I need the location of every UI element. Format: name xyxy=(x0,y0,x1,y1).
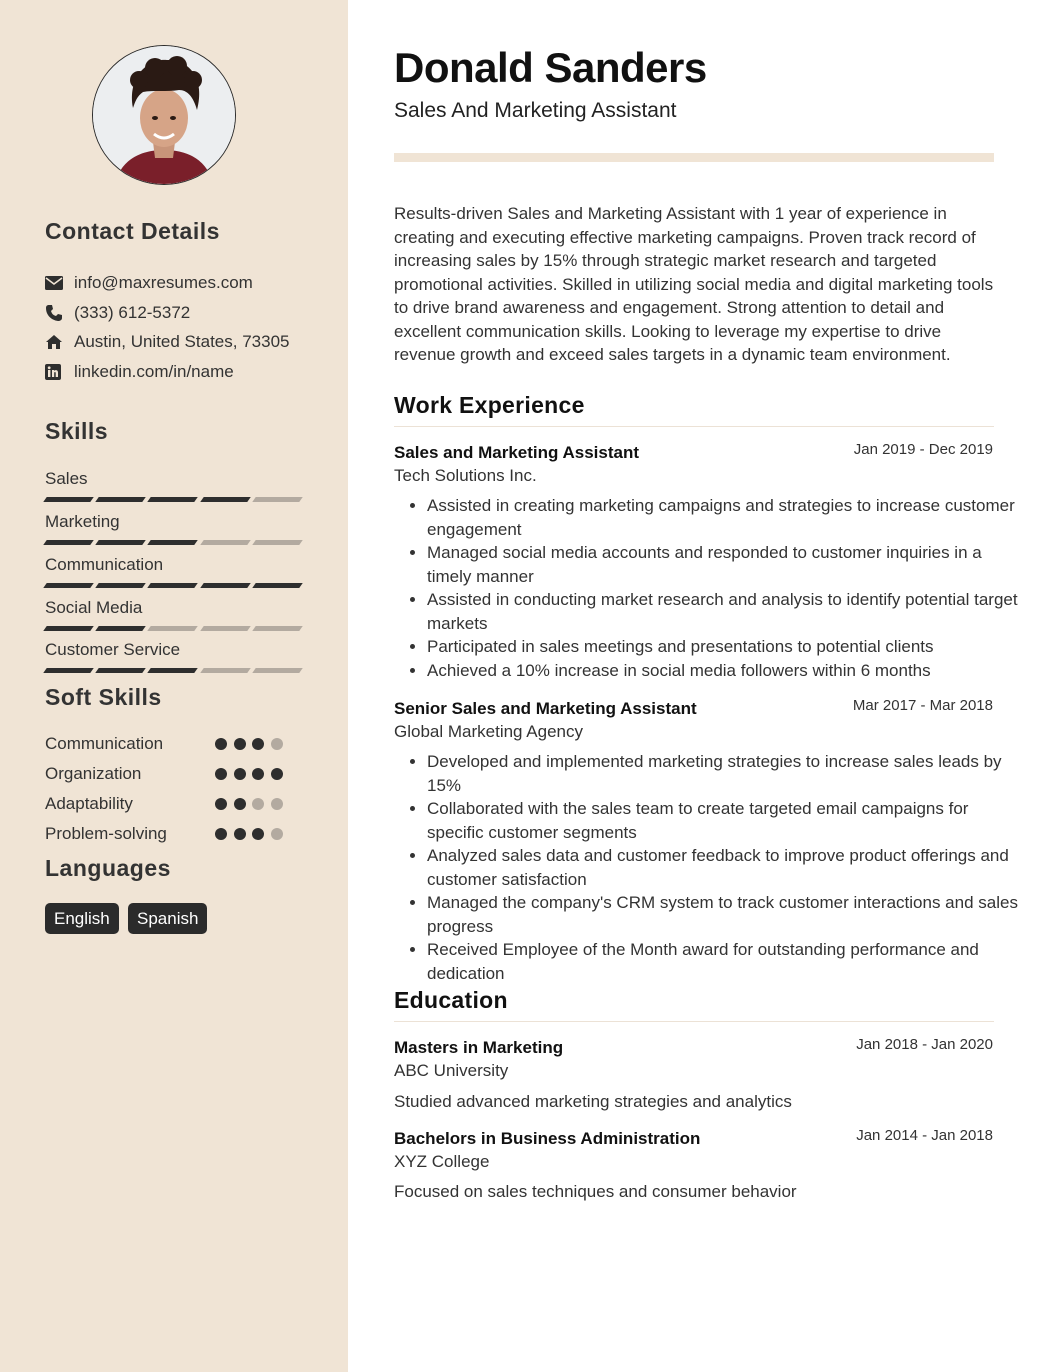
skill-level-segment xyxy=(252,668,303,673)
languages-heading: Languages xyxy=(45,855,171,881)
soft-skill-dot xyxy=(252,768,264,780)
soft-skill-dot xyxy=(252,798,264,810)
skill-level-segment xyxy=(148,668,199,673)
soft-skill-dot xyxy=(234,768,246,780)
skill-level-bars xyxy=(45,583,301,588)
job-bullet: • Achieved a 10% increase in social media followers within 6 months xyxy=(427,659,1027,683)
skill-label: Communication xyxy=(45,555,164,574)
soft-skill-dot xyxy=(271,768,283,780)
summary: Results-driven Sales and Marketing Assistant with 1 year of experience in creating and executing effective marketing campaigns. Proven track record of increasing sales by 15% through strategic market research and targeted promotional activities. Skilled in utilizing social media and digital marketing tools to drive brand awareness and engagement. Strong attention to detail and excellent communication skills. Looking to leverage my expertise to drive revenue growth and exceed sales targets in a dynamic team environment. xyxy=(394,204,994,364)
soft-skill-label: Communication xyxy=(45,734,164,753)
job-bullet: • Developed and implemented marketing strategies to increase sales leads by 15% xyxy=(427,750,1027,797)
skill-level-segment xyxy=(148,540,199,545)
linkedin-icon xyxy=(45,363,63,381)
skill-label: Social Media xyxy=(45,598,143,617)
soft-skill-dot xyxy=(215,738,227,750)
skill-level-segment xyxy=(95,583,146,588)
skill-item xyxy=(45,597,301,631)
education-heading: Education xyxy=(394,987,508,1013)
edu-school: ABC University xyxy=(394,1061,509,1080)
skill-level-segment xyxy=(200,626,251,631)
header-divider xyxy=(394,153,994,162)
edu-dates: Jan 2018 - Jan 2020 xyxy=(856,1036,993,1053)
soft-skill-dot xyxy=(271,798,283,810)
soft-skill-label: Adaptability xyxy=(45,794,133,813)
skill-level-segment xyxy=(43,668,94,673)
soft-skill-dot xyxy=(215,798,227,810)
edu-degree: Masters in Marketing xyxy=(394,1038,564,1057)
envelope-icon xyxy=(45,274,63,292)
skill-level-segment xyxy=(252,497,303,502)
phone-icon xyxy=(45,304,63,322)
skill-level-segment xyxy=(95,668,146,673)
language-pill: Spanish xyxy=(128,903,207,934)
job-bullet: • Managed the company's CRM system to track customer interactions and sales progress xyxy=(427,891,1027,938)
skill-level-bars xyxy=(45,668,301,673)
profile-photo xyxy=(92,45,236,185)
skill-item xyxy=(45,468,301,502)
job-bullet: • Assisted in conducting market research and analysis to identify potential target markets xyxy=(427,588,1027,635)
home-icon xyxy=(45,333,63,351)
candidate-name: Donald Sanders xyxy=(394,44,707,91)
skill-level-segment xyxy=(200,583,251,588)
contact-email[interactable] xyxy=(45,272,253,294)
skill-level-segment xyxy=(148,497,199,502)
email-text: info@maxresumes.com xyxy=(74,273,253,292)
skill-level-segment xyxy=(43,626,94,631)
phone-text: (333) 612-5372 xyxy=(74,303,191,322)
contact-linkedin[interactable] xyxy=(45,361,234,383)
contact-phone[interactable] xyxy=(45,302,190,324)
job-bullets xyxy=(394,750,1027,985)
soft-skill-dot xyxy=(234,738,246,750)
soft-skill-label: Organization xyxy=(45,764,142,783)
skill-level-segment xyxy=(252,540,303,545)
work-heading: Work Experience xyxy=(394,392,585,418)
job-title: Sales and Marketing Assistant xyxy=(394,443,640,462)
skill-level-segment xyxy=(43,540,94,545)
skill-level-bars xyxy=(45,497,301,502)
linkedin-text: linkedin.com/in/name xyxy=(74,362,234,381)
job-bullet: • Participated in sales meetings and presentations to potential clients xyxy=(427,635,1027,659)
skill-level-segment xyxy=(252,583,303,588)
skill-level-segment xyxy=(252,626,303,631)
skill-level-segment xyxy=(200,540,251,545)
soft-skill-dot xyxy=(234,798,246,810)
contact-address xyxy=(45,331,289,353)
sidebar xyxy=(0,0,348,1372)
skill-level-segment xyxy=(43,583,94,588)
skill-item xyxy=(45,511,301,545)
edu-degree: Bachelors in Business Administration xyxy=(394,1129,701,1148)
edu-school: XYZ College xyxy=(394,1152,490,1171)
soft-skill-label: Problem-solving xyxy=(45,824,167,843)
soft-skill-dot xyxy=(271,738,283,750)
edu-description: Focused on sales techniques and consumer behavior xyxy=(394,1182,797,1201)
skill-level-segment xyxy=(95,626,146,631)
skill-level-segment xyxy=(148,583,199,588)
soft-skill-dot xyxy=(271,828,283,840)
skill-level-segment xyxy=(95,540,146,545)
job-bullet: • Assisted in creating marketing campaigns and strategies to increase customer engagement xyxy=(427,494,1027,541)
soft-skill-dot xyxy=(234,828,246,840)
skill-level-bars xyxy=(45,540,301,545)
skill-label: Customer Service xyxy=(45,640,181,659)
soft-skill-dot xyxy=(252,828,264,840)
address-text: Austin, United States, 73305 xyxy=(74,332,290,351)
job-company: Global Marketing Agency xyxy=(394,722,583,741)
soft-skill-dot xyxy=(252,738,264,750)
edu-dates: Jan 2014 - Jan 2018 xyxy=(856,1127,993,1144)
skill-item xyxy=(45,554,301,588)
soft-skill-dot xyxy=(215,828,227,840)
job-bullet: • Analyzed sales data and customer feedback to improve product offerings and customer satisfaction xyxy=(427,844,1027,891)
job-bullets xyxy=(394,494,1027,682)
section-divider xyxy=(394,426,994,427)
skill-label: Marketing xyxy=(45,512,120,531)
skill-label: Sales xyxy=(45,469,88,488)
skill-level-segment xyxy=(148,626,199,631)
skill-level-segment xyxy=(200,668,251,673)
contact-heading: Contact Details xyxy=(45,218,220,244)
soft-skill-dot xyxy=(215,768,227,780)
job-company: Tech Solutions Inc. xyxy=(394,466,537,485)
job-dates: Jan 2019 - Dec 2019 xyxy=(853,441,993,458)
skill-level-bars xyxy=(45,626,301,631)
language-pill: English xyxy=(45,903,119,934)
soft-skills-heading: Soft Skills xyxy=(45,684,162,710)
skill-level-segment xyxy=(95,497,146,502)
job-bullet: • Received Employee of the Month award for outstanding performance and dedication xyxy=(427,938,1027,985)
job-bullet: • Collaborated with the sales team to create targeted email campaigns for specific customer segments xyxy=(427,797,1027,844)
section-divider xyxy=(394,1021,994,1022)
skills-heading: Skills xyxy=(45,418,109,444)
job-title: Senior Sales and Marketing Assistant xyxy=(394,699,697,718)
skill-level-segment xyxy=(43,497,94,502)
skill-item xyxy=(45,639,301,673)
candidate-title: Sales And Marketing Assistant xyxy=(394,99,677,122)
job-dates: Mar 2017 - Mar 2018 xyxy=(852,697,993,714)
job-bullet: • Managed social media accounts and responded to customer inquiries in a timely manner xyxy=(427,541,1027,588)
skill-level-segment xyxy=(200,497,251,502)
edu-description: Studied advanced marketing strategies and analytics xyxy=(394,1092,792,1111)
